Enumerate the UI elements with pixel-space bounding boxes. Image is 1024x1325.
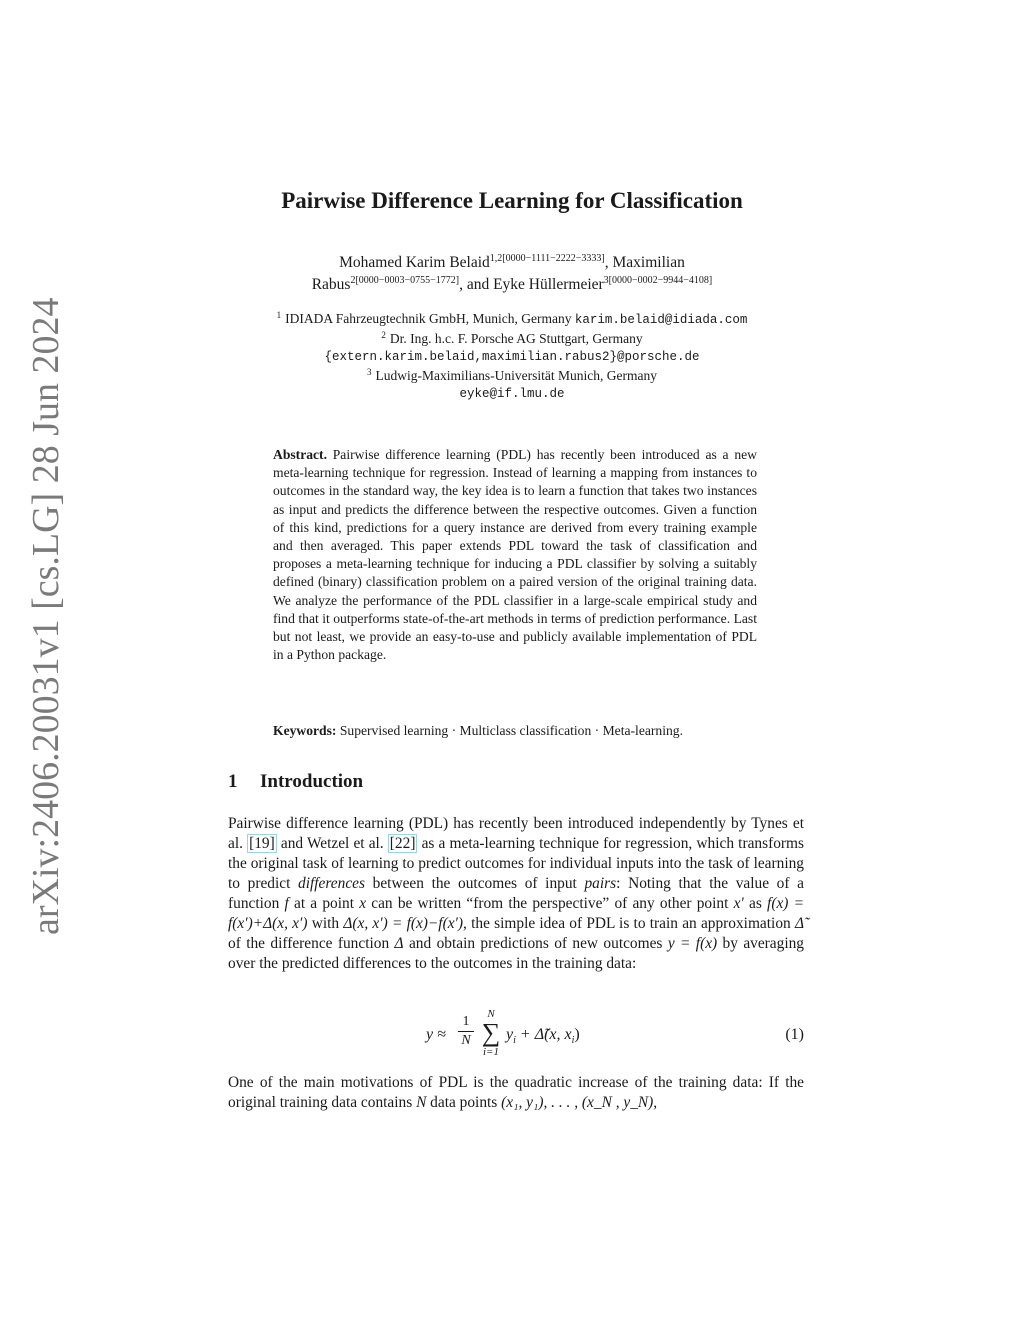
math-symbol: Δ <box>394 935 404 952</box>
citation-link[interactable]: [22] <box>389 835 416 852</box>
summation-symbol: N ∑ i=1 <box>481 1008 501 1058</box>
affiliation-1: $^1$ IDIADA Fahrzeugtechnik GmbH, Munich, Germany karim.belaid@idiada.com <box>276 310 748 327</box>
affiliation-3: $^3$ Ludwig-Maximilians-Universität Munich, Germany <box>366 366 658 383</box>
email-link[interactable]: {extern.karim.belaid,maximilian.rabus2}@porsche.de <box>324 350 700 364</box>
abstract-text: Pairwise difference learning (PDL) has recently been introduced as a new meta-learning technique for regression. Instead of learning a mapping from instances to outcomes in the standard way, the key idea is to learn a function that takes two instances as input and predicts the difference between the respective outcomes. Given a function of this kind, predictions for a query instance are derived from every training example and then averaged. This paper extends PDL toward the task of classification and proposes a meta-learning technique for inducing a PDL classifier by solving a suitably defined (binary) classification problem on a paired version of the original training data. We analyze the performance of the PDL classifier in a large-scale empirical study and find that it outperforms state-of-the-art methods in terms of prediction performance. Last but not least, we provide an easy-to-use and publicly available implementation of PDL in a Python package. <box>273 447 757 663</box>
author-orcid: 1,2[0000−1111−2222−3333] <box>489 253 605 264</box>
equation-lhs: y ≈ <box>426 1026 446 1043</box>
arxiv-identifier: arXiv:2406.20031v1 [cs.LG] 28 Jun 2024 <box>25 297 67 935</box>
equation-rhs: $y_i$ + Δ̃(x, $x_i$) <box>506 1026 580 1047</box>
emphasis: differences <box>298 875 365 892</box>
keywords-label: Keywords: <box>273 723 337 738</box>
math-symbol: Δ̃ <box>794 915 804 932</box>
equation-number: (1) <box>785 1026 804 1043</box>
email-link[interactable]: karim.belaid@idiada.com <box>574 313 748 327</box>
equation-1 <box>228 1008 804 1066</box>
author-list <box>220 252 804 296</box>
math-expression: f(x) = f(x′)+Δ(x, x′) <box>228 895 804 932</box>
keywords <box>273 722 773 740</box>
math-symbol: N <box>416 1094 427 1111</box>
paper-title: Pairwise Difference Learning for Classification <box>281 188 743 213</box>
email-link[interactable]: eyke@if.lmu.de <box>459 387 565 401</box>
author-name: , and Eyke Hüllermeier <box>459 276 604 293</box>
author-name: , Maximilian <box>604 254 685 271</box>
author-name: Rabus <box>311 276 351 293</box>
author-orcid: 3[0000−0002−9944−4108] <box>603 275 713 286</box>
citation-link[interactable]: [19] <box>249 835 275 852</box>
emphasis: pairs <box>584 875 617 892</box>
author-orcid: 2[0000−0003−0755−1772] <box>350 275 460 286</box>
math-symbol: f <box>284 895 289 912</box>
equation-fraction: 1 N <box>458 1014 474 1049</box>
keywords-text: Supervised learning · Multiclass classification · Meta-learning. <box>339 723 683 738</box>
author-name: Mohamed Karim Belaid <box>339 254 490 271</box>
section-heading <box>228 771 804 793</box>
abstract <box>273 446 757 664</box>
affiliation-2: $^2$ Dr. Ing. h.c. F. Porsche AG Stuttgart, Germany <box>381 329 643 346</box>
paragraph: One of the main motivations of PDL is the quadratic increase of the training data: If the original training data contains N data points (x₁, y₁), . . . , (x_N , y_N), <box>228 1074 804 1111</box>
math-symbol: x <box>359 895 367 912</box>
paragraph: Pairwise difference learning (PDL) has recently been introduced independently by Tynes et al. [19] and Wetzel et al. [22] as a meta-learning technique for regression, which transforms the original task of learning to predict outcomes for individual inputs into the task of learning to predict differences between the outcomes of input pairs: Noting that the value of a function f at a point x can be written “from the perspective” of any other point x′ as f(x) = f(x′)+Δ(x, x′) with Δ(x, x′) = f(x)−f(x′), the simple idea of PDL is to train an approximation Δ̃ of the difference function Δ and obtain predictions of new outcomes y = f(x) by averaging over the predicted differences to the outcomes in the training data: <box>228 815 804 972</box>
section-title: Introduction <box>260 771 364 792</box>
affiliations <box>210 310 814 404</box>
abstract-label: Abstract. <box>273 447 327 462</box>
math-expression: Δ(x, x′) = f(x)−f(x′) <box>343 915 464 932</box>
math-expression: (x₁, y₁), . . . , (x_N , y_N), <box>501 1094 658 1111</box>
equation-body <box>426 1008 626 1066</box>
math-expression: y = f(x) <box>667 935 718 952</box>
math-symbol: x′ <box>733 895 744 912</box>
section-number: 1 <box>228 771 238 792</box>
